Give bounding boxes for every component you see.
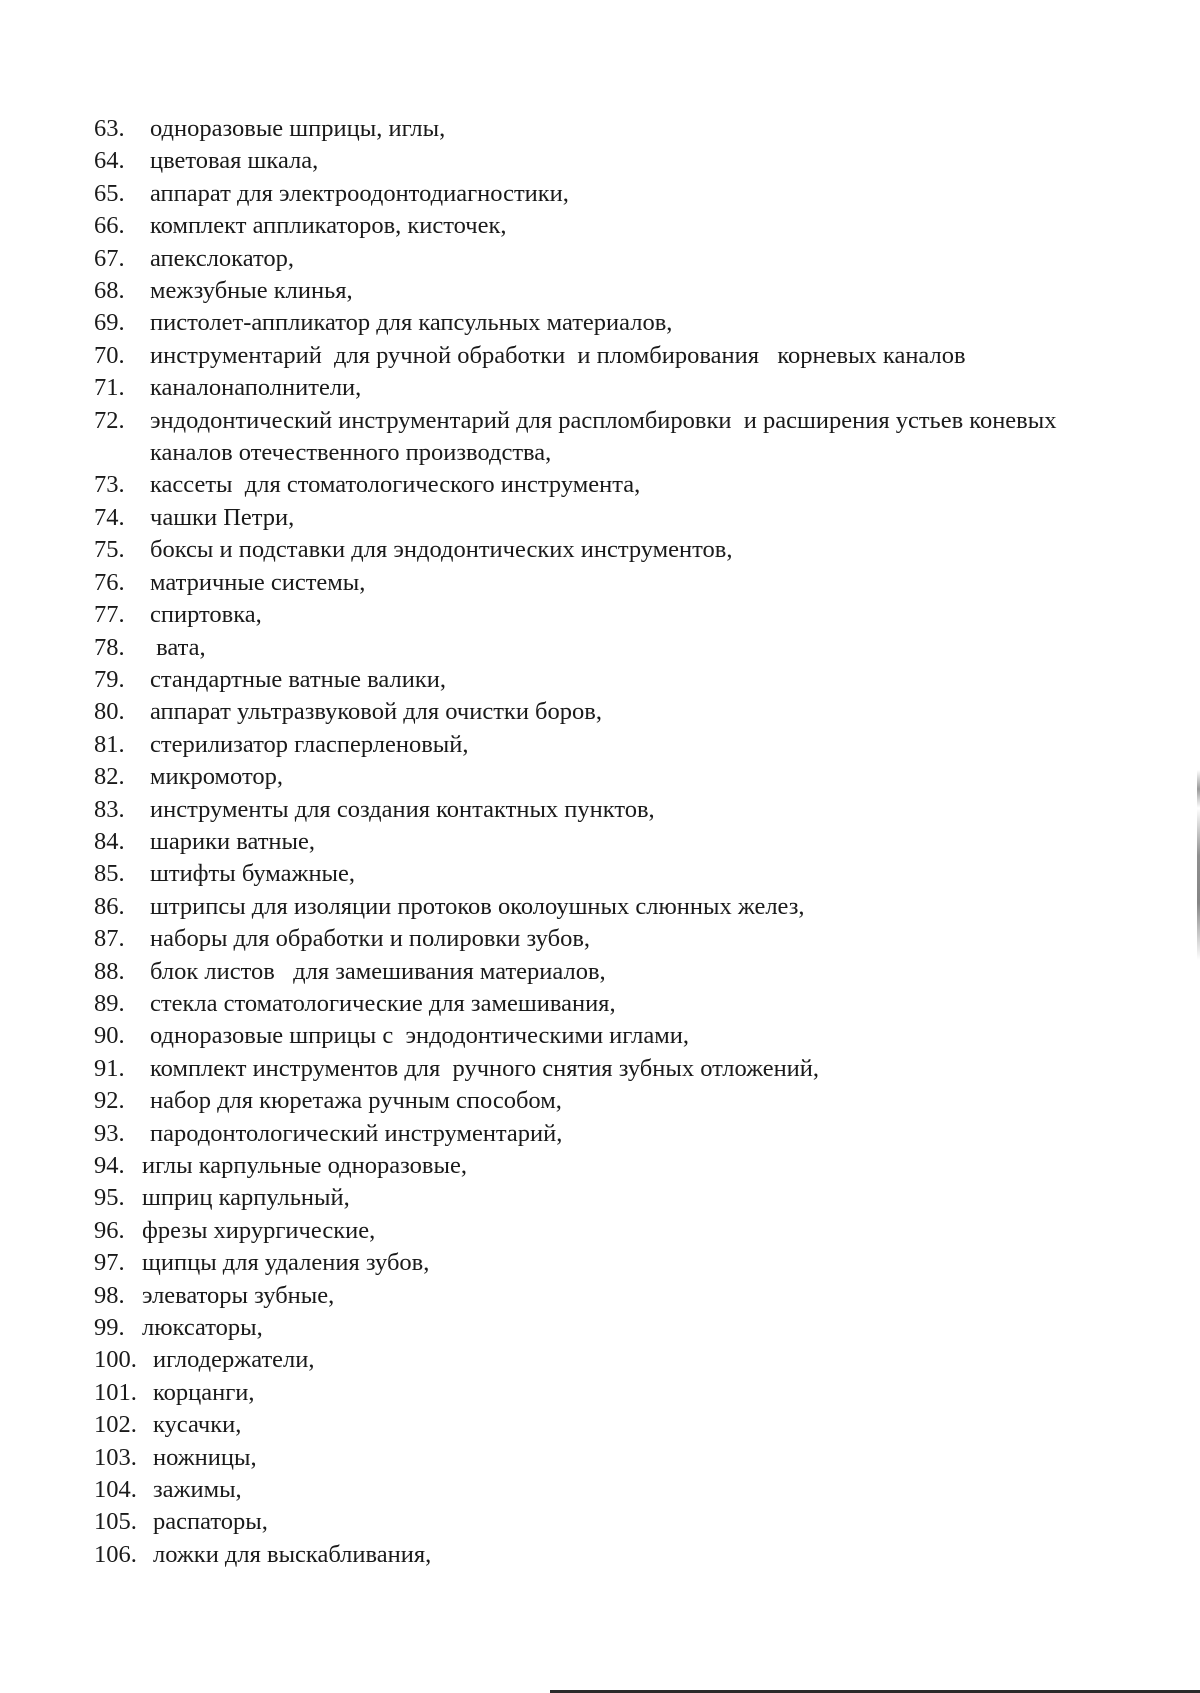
list-item-number: 87. [94,925,125,953]
list-item [94,1085,1134,1117]
list-item-text: корцанги, [153,1378,255,1406]
list-item-text: инструменты для создания контактных пунктов, [150,795,655,823]
list-item [94,1247,1134,1279]
list-item-text: штифты бумажные, [150,860,356,888]
list-item [94,1312,1134,1344]
list-item [94,1409,1134,1441]
list-item-number: 93. [94,1119,125,1147]
list-item-text: одноразовые шприцы с эндодонтическими иглами, [150,1022,689,1050]
list-item-number: 91. [94,1054,125,1082]
list-item [94,1539,1134,1571]
list-item-text: стекла стоматологические для замешивания, [150,989,616,1017]
list-item [94,956,1134,988]
list-item [94,664,1134,696]
list-item-text: шприц карпульный, [142,1184,350,1212]
list-item-number: 75. [94,536,125,564]
list-item [94,1506,1134,1538]
list-item-text: комплект аппликаторов, кисточек, [150,212,507,240]
list-item-number: 92. [94,1087,125,1115]
list-item-number: 101. [94,1378,137,1406]
list-item-text: чашки Петри, [150,503,295,531]
list-item [94,599,1134,631]
list-item-number: 98. [94,1281,125,1309]
list-item-text: наборы для обработки и полировки зубов, [150,925,591,953]
list-item-text: стандартные ватные валики, [150,665,446,693]
list-item-text: микромотор, [150,763,283,791]
list-item-number: 81. [94,730,125,758]
list-item-text: инструментарий для ручной обработки и пломбирования корневых каналов [150,341,966,369]
list-item-text: люксаторы, [142,1314,263,1342]
list-item [94,469,1134,501]
list-item-text: эндодонтический инструментарий для распломбировки и расширения устьев коневых каналов отечественного производства, [150,406,1063,467]
list-item [94,1053,1134,1085]
list-item-text: иглы карпульные одноразовые, [142,1152,467,1179]
list-item-number: 66. [94,212,125,240]
list-item-text: кассеты для стоматологического инструмента, [150,471,641,499]
list-item-number: 89. [94,989,125,1017]
list-item-number: 104. [94,1476,137,1504]
list-item-text: апекслокатор, [150,244,294,272]
list-item-number: 71. [94,374,125,402]
list-item-number: 79. [94,665,125,693]
list-item-number: 103. [94,1443,137,1471]
list-item [94,696,1134,728]
list-item [94,761,1134,793]
list-item [94,307,1134,339]
list-item [94,826,1134,858]
list-item-number: 64. [94,147,125,175]
list-item [94,1280,1134,1312]
list-item [94,502,1134,534]
list-item-text: матричные системы, [150,568,366,596]
list-item [94,1118,1134,1150]
list-item [94,405,1134,470]
list-item [94,534,1134,566]
list-item-text: зажимы, [153,1476,242,1504]
list-item-text: аппарат ультразвуковой для очистки боров, [150,698,602,726]
list-item [94,1377,1134,1409]
list-item-number: 88. [94,957,125,985]
list-item [94,923,1134,955]
list-item-number: 105. [94,1508,137,1536]
list-item [94,243,1134,275]
list-item-text: пародонтологический инструментарий, [150,1119,563,1147]
list-item-number: 84. [94,827,125,855]
list-item-text: комплект инструментов для ручного снятия зубных отложений, [150,1054,820,1082]
list-item-text: набор для кюретажа ручным способом, [150,1087,562,1115]
list-item-text: ложки для выскабливания, [153,1540,432,1568]
list-item-number: 97. [94,1249,125,1277]
list-item-number: 68. [94,277,125,305]
list-item-text: иглодержатели, [153,1346,315,1374]
list-item [94,145,1134,177]
list-item-text: штрипсы для изоляции протоков околоушных слюнных желез, [150,892,805,920]
list-item-number: 78. [94,633,125,661]
list-item-number: 72. [94,406,125,434]
list-item-number: 83. [94,795,125,823]
list-item-number: 86. [94,892,125,920]
list-item-number: 95. [94,1184,125,1212]
list-item [94,275,1134,307]
list-item [94,1215,1134,1247]
list-item-text: каналонаполнители, [150,374,362,402]
list-item-text: распаторы, [153,1508,268,1536]
list-item-number: 70. [94,341,125,369]
list-item [94,1182,1134,1214]
list-item [94,1474,1134,1506]
list-item-number: 99. [94,1314,125,1342]
list-item-text: ножницы, [153,1443,257,1471]
list-item [94,891,1134,923]
list-item [94,1020,1134,1052]
list-item-text: пистолет-аппликатор для капсульных материалов, [150,309,673,337]
list-item [94,178,1134,210]
list-item-number: 77. [94,601,125,629]
list-item [94,632,1134,664]
list-item-number: 102. [94,1411,137,1439]
list-item-text: стерилизатор гласперленовый, [150,730,469,758]
list-item [94,567,1134,599]
list-item-text: межзубные клинья, [150,277,353,305]
list-item [94,210,1134,242]
list-item-number: 100. [94,1346,137,1374]
list-item-text: вата, [150,633,206,661]
list-item [94,1442,1134,1474]
list-item-number: 106. [94,1540,137,1568]
list-item-number: 69. [94,309,125,337]
list-item-number: 90. [94,1022,125,1050]
list-item-text: блок листов для замешивания материалов, [150,957,606,985]
list-item [94,858,1134,890]
list-item-text: цветовая шкала, [150,147,319,175]
list-item [94,794,1134,826]
list-item-text: шарики ватные, [150,827,316,855]
list-item-text: боксы и подставки для эндодонтических инструментов, [150,536,733,564]
list-item [94,372,1134,404]
list-item [94,113,1134,145]
list-item-number: 65. [94,179,125,207]
list-item-number: 94. [94,1152,125,1179]
list-item [94,340,1134,372]
list-item [94,1150,1134,1182]
list-item-text: одноразовые шприцы, иглы, [150,115,446,142]
list-item-number: 73. [94,471,125,499]
list-item-text: аппарат для электроодонтодиагностики, [150,179,569,207]
list-item-number: 82. [94,763,125,791]
list-item-text: щипцы для удаления зубов, [142,1249,430,1277]
equipment-list [94,113,1134,1571]
list-item-number: 67. [94,244,125,272]
list-item-text: спиртовка, [150,601,262,629]
list-item-text: элеваторы зубные, [142,1281,335,1309]
list-item-number: 76. [94,568,125,596]
list-item-text: фрезы хирургические, [142,1216,376,1244]
list-item-number: 85. [94,860,125,888]
list-item [94,988,1134,1020]
list-item-number: 74. [94,503,125,531]
list-item-number: 63. [94,115,125,142]
list-item [94,729,1134,761]
list-item-text: кусачки, [153,1411,242,1439]
list-item [94,1344,1134,1376]
list-item-number: 80. [94,698,125,726]
list-item-number: 96. [94,1216,125,1244]
